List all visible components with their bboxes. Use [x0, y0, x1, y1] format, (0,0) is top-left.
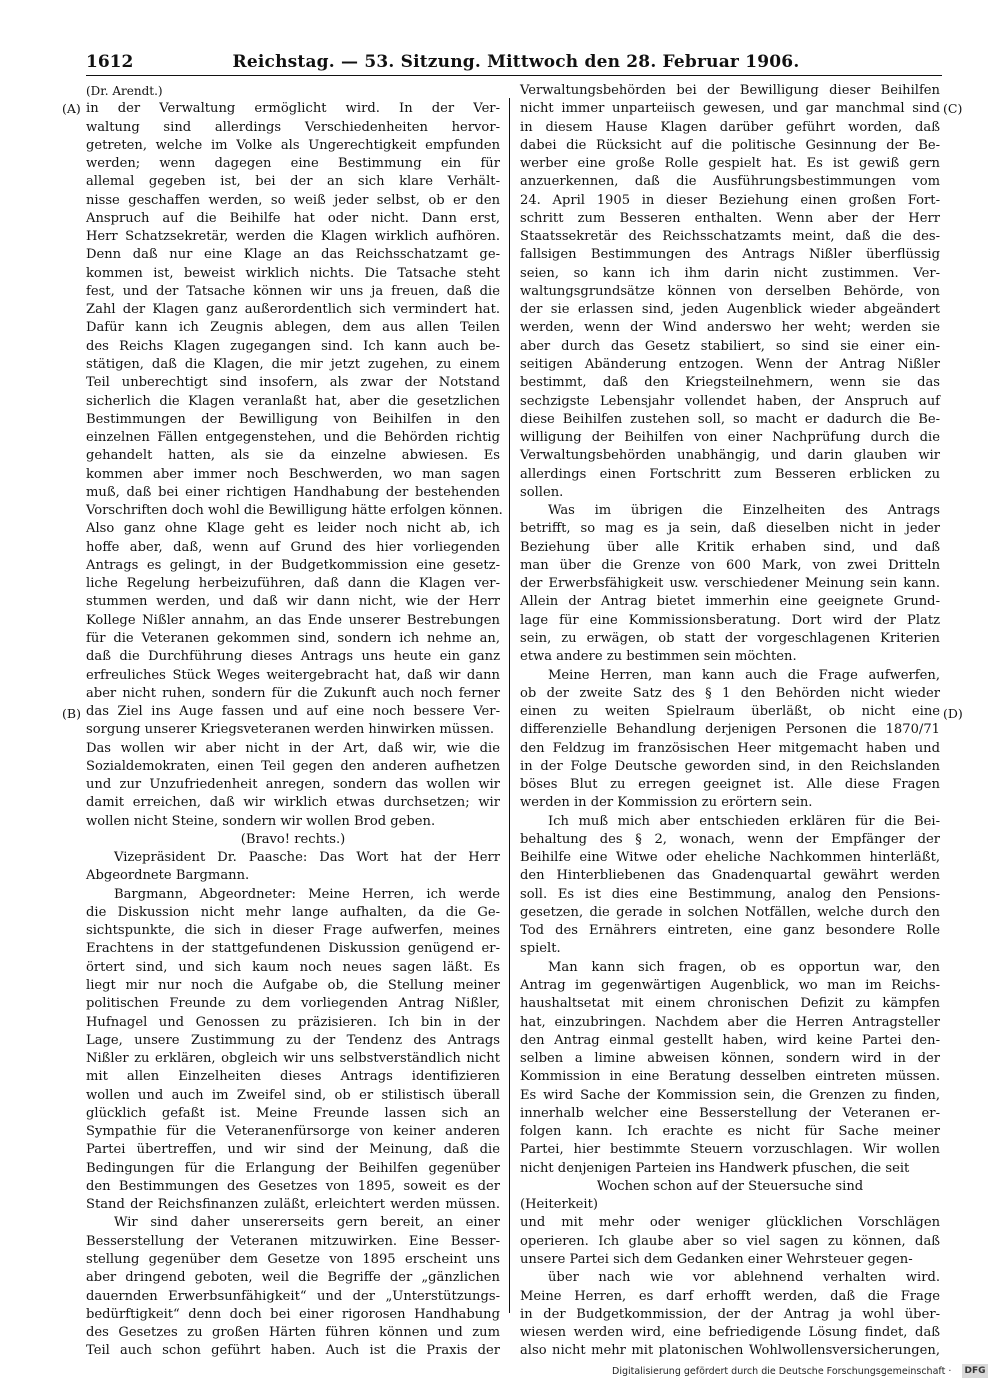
- text-line: etwa andere zu bestimmen sein möchten.: [520, 649, 797, 665]
- text-line: sorgung unserer Kriegsveteranen werden hinwirken müssen.: [86, 722, 495, 738]
- text-line: politischen Freunde zu dem vorliegenden Antrag Nißler,: [86, 996, 500, 1012]
- text-line: Nißler zu erklären, obgleich wir uns selbstverständlich nicht: [86, 1051, 500, 1067]
- text-line: und mit mehr oder weniger glücklichen Vorschlägen: [520, 1215, 940, 1231]
- text-line: stellung gegenüber dem Gesetze von 1895 erscheint uns: [86, 1252, 500, 1267]
- text-line: daß die Durchführung dieses Antrags uns heute ein ganz: [86, 649, 500, 665]
- text-line: Ich muß mich aber entschieden erklären für die Bei-: [548, 813, 940, 829]
- text-line: Besserstellung der Veteranen mitzuwirken. Eine Besser-: [86, 1233, 500, 1249]
- text-line: gesetzen, die gerade in solchen Notfällen, welche durch den: [520, 904, 940, 920]
- text-line: wollen nicht Steine, sondern wir wollen Brod geben.: [86, 813, 436, 829]
- text-line: seitigen Abänderung entzogen. Wenn der Antrag Nißler: [520, 356, 940, 372]
- text-line: fallsigen Bestimmungen des Antrags Nißler überflüssig: [520, 247, 940, 263]
- text-line: stätigen, daß die Klagen, die mir jetzt zugehen, zu einem: [86, 356, 500, 372]
- text-line: dabei die Rücksicht auf die politische Gesinnung der Be-: [520, 137, 940, 153]
- text-line: in der Folge Deutsche geworden sind, in den Reichslanden: [520, 758, 940, 774]
- text-line: Partei, hier bestimmte Steuern vorzuschlagen. Wir wollen: [520, 1142, 940, 1158]
- text-line: Anspruch auf die Beihilfe hat oder nicht. Dann erst,: [86, 210, 500, 226]
- right-column: [520, 82, 940, 1361]
- text-line: Man kann sich fragen, ob es opportun war, den: [548, 959, 940, 975]
- text-line: man über die Grenze von 600 Mark, von zwei Dritteln: [520, 557, 940, 573]
- text-line: seien, so kann ich ihm darin nicht zustimmen. Ver-: [520, 265, 940, 281]
- text-line: örtert sind, und sich kaum noch neues sagen läßt. Es: [86, 959, 500, 975]
- text-line: dauernden Erwerbsunfähigkeit“ und der „Unterstützungs-: [86, 1288, 500, 1304]
- text-line: einzelnen Fällen entgegenstehen, und die Behörden richtig: [86, 430, 500, 446]
- text-line: Beziehung über alle Kritik erhaben sind, und daß: [520, 539, 940, 555]
- text-line: allemal gegeben ist, bei der an sich klare Verhält-: [86, 174, 500, 190]
- text-line: Meine Herren, man kann auch die Frage aufwerfen,: [548, 667, 940, 683]
- text-line: lage für eine Kommissionsberatung. Dort wird der Platz: [520, 612, 940, 628]
- text-line: willigung der Beihilfen von einer Nachprüfung durch die: [520, 430, 940, 446]
- text-line: nicht denjenigen Parteien ins Handwerk pfuschen, die seit: [520, 1160, 910, 1176]
- text-line: (Dr. Arendt.): [86, 84, 163, 98]
- text-line: Erachtens in der stattgefundenen Diskussion genügend er-: [86, 941, 500, 957]
- text-line: werden; wenn dagegen eine Bestimmung ein für: [86, 156, 500, 172]
- text-line: Dafür kann ich Zeugnis ablegen, dem aus allen Teilen: [86, 320, 500, 336]
- text-line: wiesen werden wird, eine befriedigende Lösung findet, daß: [520, 1325, 940, 1341]
- text-line: Sozialdemokraten, einen Teil gegen den anderen aufhetzen: [86, 758, 500, 774]
- text-line: sollen.: [520, 484, 564, 500]
- text-line: waltungsgrundsätze können von derselben Behörde, von: [520, 283, 940, 299]
- text-line: Kommission in eine Beratung desselben eintreten müssen.: [520, 1069, 940, 1085]
- text-line: Also ganz ohne Klage geht es leider noch nicht ab, ich: [86, 521, 500, 537]
- text-line: Lage, unsere Zustimmung zu der Tendenz des Antrags: [86, 1032, 500, 1048]
- text-line: Bestimmungen der Bewilligung von Beihilfen in den: [86, 411, 500, 427]
- text-line: hat, einzubringen. Nachdem aber die Herren Antragsteller: [520, 1014, 940, 1030]
- footer-credit: Digitalisierung gefördert durch die Deutsche Forschungsgemeinschaft ·: [612, 1366, 952, 1377]
- dfg-logo: DFG: [962, 1364, 988, 1378]
- text-line: aber durch das Gesetz stabiliert, so sind sie einer ein-: [520, 338, 940, 354]
- text-line: allerdings einen Fortschritt zum Besseren erblicken zu: [520, 466, 940, 482]
- text-line: Tod des Ernährers eintreten, eine ganz besondere Rolle: [520, 923, 940, 939]
- text-line: glücklich gefaßt ist. Meine Freunde lassen sich an: [86, 1105, 500, 1121]
- text-line: Bedingungen für die Erlangung der Beihilfen gegenüber: [86, 1160, 500, 1176]
- text-line: Das wollen wir aber nicht in der Art, daß wir, wie die: [86, 740, 500, 756]
- text-line: nisse geschaffen werden, so weiß jeder selbst, ob er den: [86, 192, 500, 208]
- text-line: Hufnagel und Genossen zu präzisieren. Ich bin in der: [86, 1014, 500, 1030]
- text-line: kommen ist, beweist wirklich nichts. Die Tatsache steht: [86, 265, 500, 281]
- text-line: Staatssekretär des Reichsschatzamts meint, daß die des-: [520, 229, 940, 245]
- text-line: muß, daß bei einer richtigen Handhabung der bestehenden: [86, 484, 500, 500]
- text-line: Teil unberechtigt sind insofern, als zwar der Notstand: [86, 375, 500, 391]
- text-line: innerhalb welcher eine Besserstellung der Veteranen er-: [520, 1105, 940, 1121]
- text-line: haushaltsetat mit einem chronischen Defizit zu kämpfen: [520, 996, 940, 1012]
- text-line: (Heiterkeit): [520, 1197, 598, 1213]
- text-line: Wochen schon auf der Steuersuche sind: [596, 1178, 864, 1194]
- text-line: Vizepräsident Dr. Paasche: Das Wort hat der Herr: [114, 850, 500, 866]
- text-line: Sympathie für die Veteranenfürsorge von keiner anderen: [86, 1124, 500, 1140]
- text-line: sichtspunkte, die sich in dieser Frage aufwerfen, meines: [86, 923, 500, 939]
- text-line: 24. April 1905 in dieser Beziehung einen großen Fort-: [520, 192, 940, 208]
- text-line: erfreuliches Stück Weges weitergebracht hat, daß wir dann: [86, 667, 500, 683]
- text-line: operieren. Ich glaube aber so viel sagen zu können, daß: [520, 1233, 940, 1249]
- text-line: nicht immer unparteiisch gewesen, und gar manchmal sind: [520, 101, 940, 117]
- text-line: behaltung des § 2, wonach, wenn der Empfänger der: [520, 831, 940, 847]
- text-line: spielt.: [520, 941, 561, 957]
- text-line: sechzigste Lebensjahr vollendet haben, der Anspruch auf: [520, 393, 940, 409]
- page-number: 1612: [86, 52, 134, 72]
- left-column: [86, 82, 503, 1361]
- text-line: gehandelt hatten, als sie da einzelne abwiesen. Es: [86, 448, 500, 464]
- text-line: diese Beihilfen zustehen soll, so macht er dadurch die Be-: [520, 411, 940, 427]
- text-line: also nicht mehr mit platonischen Wohlwollensversicherungen,: [520, 1343, 940, 1359]
- text-line: kommen aber immer noch Beschwerden, wo man sagen: [86, 466, 500, 482]
- text-line: der sie erlassen sind, jeden Augenblick wieder abgeändert: [520, 302, 940, 318]
- text-line: getreten, welche im Volke als Ungerechtigkeit empfunden: [86, 137, 500, 153]
- text-line: differenzielle Behandlung derjenigen Personen die 1870/71: [520, 722, 940, 738]
- text-line: liche Regelung herbeizuführen, daß dann die Klagen ver-: [86, 576, 500, 592]
- text-line: den Feldzug im französischen Heer mitgemacht haben und: [520, 740, 940, 756]
- text-line: werden in der Kommission zu erörtern sein.: [520, 795, 813, 811]
- text-line: liegt mir nur noch die Aufgabe ob, die Stellung meiner: [86, 978, 500, 994]
- text-line: des Gesetzes zu großen Härten führen können und zum: [86, 1325, 500, 1341]
- text-line: Vorschriften doch wohl die Bewilligung hätte erfolgen können.: [86, 503, 503, 519]
- text-line: sicherlich die Klagen veranlaßt hat, aber die gesetzlichen: [86, 393, 500, 409]
- running-title: Reichstag. — 53. Sitzung. Mittwoch den 28. Februar 1906.: [232, 52, 800, 72]
- page-footer: [612, 1364, 992, 1380]
- page-header: [86, 48, 946, 74]
- text-line: hoffe aber, daß, wenn auf Grund des hier vorliegenden: [86, 539, 500, 555]
- text-line: in der Verwaltung ermöglicht wird. In der Ver-: [86, 101, 500, 117]
- text-line: bedürftigkeit“ denn doch bei einer rigorosen Handhabung: [86, 1306, 500, 1322]
- text-line: ob der zweite Satz des § 1 den Behörden nicht wieder: [520, 685, 940, 701]
- text-line: (Bravo! rechts.): [240, 831, 346, 847]
- text-line: den Bestimmungen des Gesetzes von 1895, soweit es der: [86, 1178, 500, 1194]
- text-line: des Reichs Klagen zugegangen sind. Ich kann auch be-: [86, 338, 500, 354]
- text-line: Es wird Sache der Kommission sein, die Grenzen zu finden,: [520, 1087, 940, 1103]
- text-line: Antrags es gelingt, in der Budgetkommission eine gesetz-: [86, 557, 500, 573]
- text-line: stummen werden, und daß wir dann nicht, wie der Herr: [86, 594, 500, 610]
- text-line: über nach wie vor ablehnend verhalten wird.: [548, 1270, 940, 1286]
- text-line: unsere Partei sich dem Gedanken einer Wehrsteuer gegen-: [520, 1252, 913, 1267]
- text-line: Partei übertreffen, und wir sind der Meinung, daß die: [86, 1142, 500, 1158]
- text-line: bestimmt, daß den Kriegsteilnehmern, wenn sie das: [520, 375, 940, 391]
- text-line: sein, zu erwägen, ob statt der vorgeschlagenen Kriterien: [520, 630, 940, 646]
- text-line: einen zu weiten Spielraum überläßt, ob nicht eine: [520, 704, 940, 720]
- text-line: werber eine große Rolle gespielt hat. Es ist gewiß gern: [520, 156, 940, 172]
- text-line: Was im übrigen die Einzelheiten des Antrags: [548, 503, 940, 519]
- text-line: Beihilfe eine Witwe oder eheliche Nachkommen hinterläßt,: [520, 850, 940, 866]
- text-line: Allein der Antrag bietet immerhin eine geeignete Grund-: [520, 594, 940, 610]
- text-line: Herr Schatzsekretär, werden die Klagen wirklich aufhören.: [86, 229, 500, 245]
- text-line: Stand der Reichsfinanzen zuläßt, erleichtert werden müssen.: [86, 1197, 500, 1213]
- text-line: Wir sind daher unsererseits gern bereit, an einer: [114, 1215, 500, 1231]
- text-line: den Antrag einmal gestellt haben, wird keine Partei den-: [520, 1032, 940, 1048]
- margin-letter-a: (A): [62, 101, 81, 116]
- text-line: Meine Herren, es darf erhofft werden, daß die Frage: [520, 1288, 940, 1304]
- text-line: Antrag im gegenwärtigen Augenblick, wo man im Reichs-: [520, 978, 940, 994]
- text-line: aber nicht ruhen, sondern für die Zukunft auch noch ferner: [86, 685, 500, 701]
- text-line: anzuerkennen, daß die Ausführungsbestimmungen vom: [520, 174, 940, 190]
- text-line: fest, und der Tatsache können wir uns ja freuen, daß die: [86, 283, 500, 299]
- text-line: und zur Unzufriedenheit anregen, sondern das wollen wir: [86, 777, 500, 793]
- text-line: selben a limine abweisen können, sondern wird in der: [520, 1051, 940, 1067]
- text-line: betrifft, so mag es ja sein, daß dieselben nicht in jeder: [520, 521, 940, 537]
- text-line: Zahl der Klagen ganz außerordentlich sich vermindert hat.: [86, 302, 500, 318]
- column-divider: [509, 98, 510, 1313]
- text-line: mit allen Einzelheiten dieses Antrags identifizieren: [86, 1069, 500, 1085]
- text-line: die Diskussion nicht mehr lange aufhalten, da die Ge-: [86, 904, 500, 920]
- text-line: soll. Es ist dies eine Bestimmung, analog den Pensions-: [520, 886, 940, 902]
- text-line: aber dringend geboten, weil die Begriffe der „gänzlichen: [86, 1270, 500, 1286]
- text-line: für die Veteranen gekommen sind, sondern ich nehme an,: [86, 630, 500, 646]
- margin-letter-d: (D): [943, 706, 963, 721]
- text-line: den Hinterbliebenen das Gnadenquartal gewährt werden: [520, 868, 940, 884]
- text-line: schritt zum Besseren enthalten. Wenn aber der Herr: [520, 210, 940, 226]
- text-line: waltung sind allerdings Verschiedenheiten hervor-: [86, 119, 500, 135]
- text-line: folgen kann. Ich erachte es nicht für Sache meiner: [520, 1124, 940, 1140]
- text-line: Teil auch schon geführt haben. Auch ist die Praxis der: [86, 1343, 500, 1359]
- text-line: werden, wenn der Wind anderswo her weht; werden sie: [520, 320, 940, 336]
- text-line: Abgeordnete Bargmann.: [86, 868, 250, 884]
- margin-letter-b: (B): [62, 706, 81, 721]
- text-line: in diesem Hause Klagen darüber geführt worden, daß: [520, 119, 940, 135]
- margin-letter-c: (C): [943, 101, 963, 116]
- text-line: Bargmann, Abgeordneter: Meine Herren, ich werde: [114, 886, 500, 902]
- text-line: böses Blut zu erregen geeignet ist. Alle diese Fragen: [520, 777, 940, 793]
- text-line: in der Budgetkommission, der der Antrag ja wohl über-: [520, 1306, 940, 1322]
- text-line: Kollege Nißler annahm, an das Ende unserer Bestrebungen: [86, 612, 500, 628]
- text-line: wollen und auch im Zweifel sind, ob er stilistisch überall: [86, 1087, 500, 1103]
- text-line: Verwaltungsbehörden unabhängig, und darin glauben wir: [520, 448, 940, 464]
- text-line: Denn daß nur eine Klage an das Reichsschatzamt ge-: [86, 247, 500, 263]
- header-rule: [86, 75, 942, 76]
- text-line: damit erreichen, daß wir wirklich etwas durchsetzen; wir: [86, 795, 500, 811]
- text-line: das Ziel ins Auge fassen und auf eine noch bessere Ver-: [86, 704, 500, 720]
- text-line: Verwaltungsbehörden bei der Bewilligung dieser Beihilfen: [520, 83, 940, 98]
- text-line: der Erwerbsfähigkeit usw. verschiedener Meinung sein kann.: [520, 576, 940, 592]
